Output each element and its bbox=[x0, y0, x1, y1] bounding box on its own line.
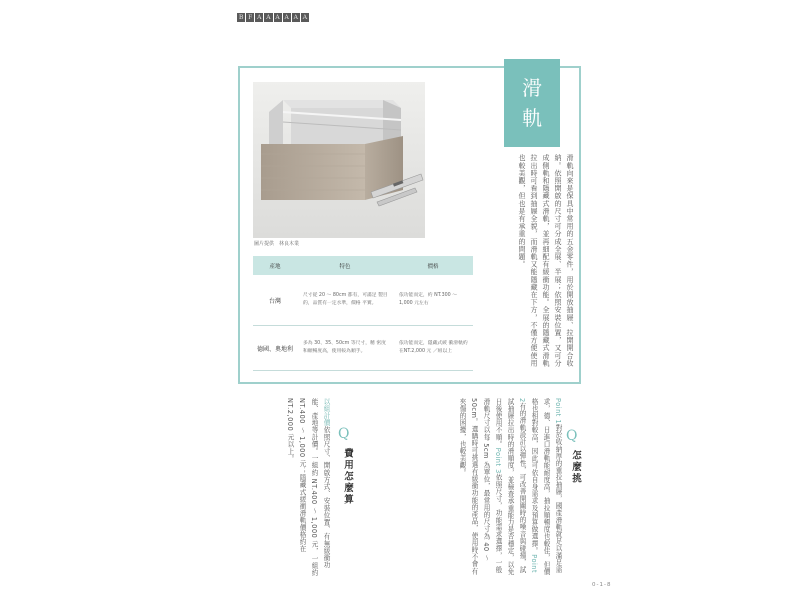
point-label: Point 2 bbox=[518, 398, 538, 574]
table-row bbox=[253, 275, 473, 326]
col-price: 價格 bbox=[427, 263, 439, 270]
cell-origin: 台灣 bbox=[268, 297, 281, 305]
title-char: 軌 bbox=[522, 106, 542, 130]
cost-label: 以組計價 bbox=[322, 398, 330, 427]
header-char: Ａ bbox=[265, 14, 272, 21]
chapter-header-strip bbox=[237, 13, 309, 22]
cell-feature: 尺寸從 20 ～ 80cm 都有，可滿足 製目的，品質有一定水準，價格 平實。 bbox=[303, 293, 388, 306]
intro-text: 滑軌向來是保具中常用的五金零件，用於開放抽屜、拉開開合收納。依照開啟的尺寸可分成全展、半展；依照安裝位置，又可分成側軌和隱藏式滑軌，並再細配有緩衝功能。全展的隱藏式滑軌拉出時可看到抽屜全貌，而滑軌又能隱藏在下方，不僅方便使用也較美觀，但也是有承重的問題。 bbox=[518, 154, 574, 367]
header-char: Ａ bbox=[301, 14, 308, 21]
point-text: 對於收納厚的重拉抽屜，國產滑軌就足以滿足需求，德、日進口滑軌能耐度高，抽拉順暢度也較佳，但價格也相對較高，因此可依自身需求及預算做選擇。 bbox=[530, 398, 562, 576]
point-text: 有的滑軌設計以彈性，可改善開關時的噪音與碰撞，試試抽屜拉出時的滑順度，並檢查承重能力是否穩定，以免日後使用不順。 bbox=[494, 398, 526, 576]
cell-origin: 德國、奧地利 bbox=[256, 345, 293, 353]
header-char: Ａ bbox=[274, 14, 281, 21]
page-title bbox=[504, 59, 560, 147]
table-row bbox=[253, 326, 473, 371]
table-header bbox=[253, 256, 473, 275]
section-title-how-choose: 怎麼挑 bbox=[570, 450, 581, 485]
col-feature: 特色 bbox=[339, 263, 351, 270]
question-icon: Q bbox=[566, 428, 578, 444]
point-label: Point 3 bbox=[494, 447, 502, 474]
how-choose-text bbox=[432, 398, 564, 578]
section-title-cost: 費用怎麼算 bbox=[342, 448, 353, 506]
title-char: 滑 bbox=[522, 76, 542, 100]
header-char: Ａ bbox=[256, 14, 263, 21]
cell-price: 依功能而定，約 NT.300 ～ 1,000 元左右 bbox=[399, 293, 458, 306]
header-char: Ａ bbox=[292, 14, 299, 21]
drawer-slide-photo bbox=[253, 82, 425, 238]
point-text: 依照尺寸，功能需求選擇，一般滑軌尺寸以每 5cm 為單位，最常用的尺寸為 40 ～ 50cm。選購時可挑選有緩衝功能的產品，使用時不會有夾傷的困擾，也較美觀。 bbox=[458, 398, 502, 575]
page-number: 0-1-8 bbox=[592, 582, 612, 588]
header-char: Ｆ bbox=[247, 14, 254, 21]
col-origin: 產地 bbox=[269, 263, 281, 270]
cost-text bbox=[256, 398, 332, 578]
header-char: Ａ bbox=[283, 14, 290, 21]
header-char: Ｂ bbox=[238, 14, 245, 21]
cell-price: 依功能而定，隱藏式緩 衝滑軌約在NT.2,000 元 ／組以上 bbox=[399, 341, 468, 354]
cell-feature: 多為 30、35、50cm 等尺寸，精 密度和順暢度高，使用較為順手。 bbox=[303, 341, 386, 354]
photo-credit: 圖片提供 林良木業 bbox=[254, 241, 300, 247]
comparison-table bbox=[253, 256, 473, 371]
drawer-illustration bbox=[253, 82, 425, 238]
cost-body: 依照尺寸、開啟方式、安裝位置、有無緩衝功能、產地等計價。一組約 NT.400 ～ 1,000 元，一組約 NT.400 ～ 1,000 元；隱藏式緩衝滑軌價格約在 NT.2,000 元以上。 bbox=[286, 398, 330, 577]
question-icon: Q bbox=[338, 426, 350, 442]
point-label: Point 1 bbox=[554, 398, 562, 425]
